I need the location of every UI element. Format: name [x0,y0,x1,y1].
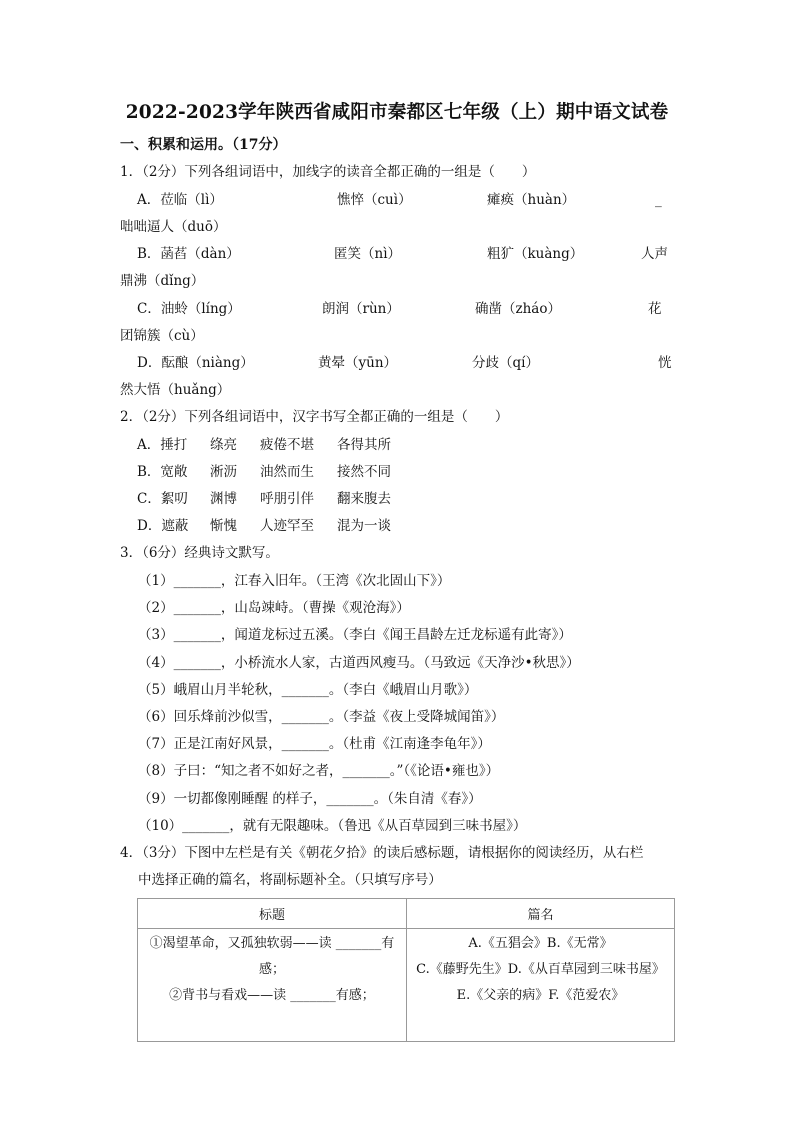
section-heading: 一、积累和运用。（17分） [120,137,287,153]
q1-option-d: D．酝酿（niàng） [137,355,254,371]
q1-option-b: B．菡萏（dàn） [137,246,240,262]
q2-a-word2: 绦亮 [210,437,237,453]
q2-option-c: C．絮叨 [137,491,188,507]
poem-line-4: （4）_______，小桥流水人家，古道西风瘦马。（马致远《天净沙•秋思》） [138,655,580,671]
question-4-stem-continued: 中选择正确的篇名，将副标题补全。（只填写序号） [138,872,442,888]
q1-a-word3: 瘫痪（huàn） [487,192,576,208]
q1-b-word2: 匿笑（nì） [334,246,402,262]
question-2-stem: 2．（2分）下列各组词语中，汉字书写全都正确的一组是（ ） [120,409,509,425]
title-line-1: ①渴望革命，又孤独软弱——读 _______有 [149,936,395,951]
q2-a-word3: 疲倦不堪 [260,437,314,453]
q4-matching-table [137,898,675,1042]
poem-line-7: （7）正是江南好风景，_______。（杜甫《江南逢李龟年》） [138,736,491,752]
q1-d-word4-end: 然大悟（huǎng） [120,382,231,398]
page-title: 2022-2023学年陕西省咸阳市秦都区七年级（上）期中语文试卷 [125,102,669,123]
q2-d-word4: 混为一谈 [337,518,391,534]
q1-a-word4-end: 咄咄逼人（duō） [120,219,227,235]
header-title: 标题 [138,899,407,929]
q2-d-word3: 人迹罕至 [260,518,314,534]
q2-d-word2: 惭愧 [210,518,237,534]
poem-line-1: （1）_______，江春入旧年。（王湾《次北固山下》） [138,573,451,589]
q1-b-word4-start: 人声 [641,246,668,262]
q2-option-a: A．捶打 [137,437,188,453]
q1-c-word2: 朗润（rùn） [322,301,400,317]
q2-b-word3: 油然而生 [260,464,314,480]
chapter-cell [407,929,675,1042]
table-row [138,929,675,1042]
q1-option-c: C．油蛉（líng） [137,301,241,317]
chapter-line-1: A.《五猖会》B.《无常》 [468,936,613,951]
q1-d-word4-start: 恍 [658,355,672,371]
chapter-line-3: E.《父亲的病》F.《范爱农》 [456,988,625,1003]
table-header-row [138,899,675,929]
q1-c-word3: 确凿（zháo） [475,301,561,317]
q2-b-word4: 接然不同 [337,464,391,480]
q1-a-word4-start: _ [655,192,662,208]
poem-line-8: （8）子曰：“知之者不如好之者，_______。”（《论语•雍也》） [138,763,500,779]
q2-c-word4: 翻来腹去 [337,491,391,507]
q2-option-b: B．宽敞 [137,464,188,480]
poem-line-6: （6）回乐烽前沙似雪，_______。（李益《夜上受降城闻笛》） [138,709,505,725]
q2-c-word2: 渊博 [210,491,237,507]
q2-c-word3: 呼朋引伴 [260,491,314,507]
chapter-line-2: C.《藤野先生》D.《从百草园到三味书屋》 [416,962,665,977]
q1-d-word2: 黄晕（yūn） [318,355,398,371]
question-4-stem: 4．（3分）下图中左栏是有关《朝花夕拾》的读后感标题，请根据你的阅读经历，从右栏 [120,845,644,861]
q2-b-word2: 淅沥 [210,464,237,480]
poem-line-5: （5）峨眉山月半轮秋，_______。（李白《峨眉山月歌》） [138,682,478,698]
question-3-stem: 3．（6分）经典诗文默写。 [120,545,279,561]
poem-line-10: （10）_______，就有无限趣味。（鲁迅《从百草园到三味书屋》） [138,818,527,834]
header-chapter: 篇名 [407,899,675,929]
q2-option-d: D．遮蔽 [137,518,189,534]
q1-a-word2: 憔悴（cuì） [337,192,412,208]
poem-line-3: （3）_______，闻道龙标过五溪。（李白《闻王昌龄左迁龙标遥有此寄》） [138,627,572,643]
q1-c-word4-start: 花 [648,301,662,317]
q1-b-word4-end: 鼎沸（dǐng） [120,273,205,289]
title-cell [138,929,407,1042]
question-1-stem: 1．（2分）下列各组词语中，加线字的读音全都正确的一组是（ ） [120,164,536,180]
title-line-2: 感； [258,962,285,977]
title-line-3: ②背书与看戏——读 _______有感； [169,988,375,1003]
poem-line-9: （9）一切都像刚睡醒 的样子，_______。（朱自清《春》） [138,791,482,807]
q2-a-word4: 各得其所 [337,437,391,453]
q1-c-word4-end: 团锦簇（cù） [120,328,204,344]
q1-option-a: A．莅临（lì） [137,192,223,208]
q1-b-word3: 粗犷（kuàng） [487,246,584,262]
poem-line-2: （2）_______，山岛竦峙。（曹操《观沧海》） [138,600,410,616]
q1-d-word3: 分歧（qí） [472,355,539,371]
